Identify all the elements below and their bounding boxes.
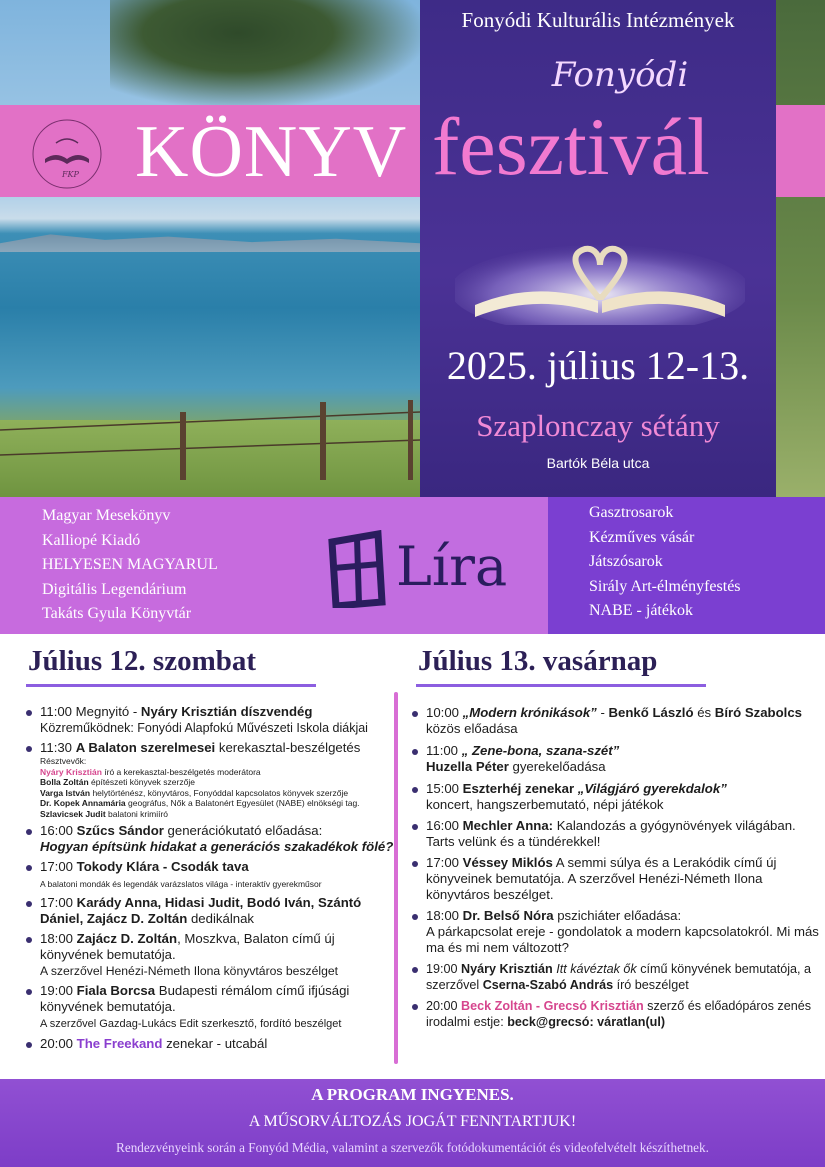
band-right: [776, 105, 825, 197]
partner-item: Kalliopé Kiadó: [42, 531, 141, 549]
street: Bartók Béla utca: [546, 455, 650, 471]
list-item: 11:00 „ Zene-bona, szana-szét” Huzella Péter gyerekelőadása: [410, 743, 820, 775]
list-item: 16:00 Mechler Anna: Kalandozás a gyógynövények világában. Tarts velünk és a tündérekkel!: [410, 818, 820, 850]
festival-date: 2025. július 12-13.: [446, 343, 750, 388]
activity-item: Játszósarok: [589, 553, 663, 570]
activity-item: Kézműves vásár: [589, 528, 695, 546]
hills: [0, 230, 420, 252]
list-item: 17:00 Tokody Klára - Csodák tava A balatoni mondák és legendák varázslatos világa - interaktív gyerekműsor: [24, 859, 394, 891]
fence: [0, 400, 420, 480]
footer: [0, 1079, 825, 1167]
partner-list-left: [42, 504, 218, 627]
activity-item: Sirály Art-élményfestés: [589, 577, 741, 595]
title-konyv: KÖNYV: [135, 111, 408, 193]
partner-item: Digitális Legendárium: [42, 580, 187, 598]
day1-events: [24, 704, 394, 1052]
activity-item: Gasztrosarok: [589, 504, 674, 521]
open-book-heart-icon: [455, 235, 745, 325]
list-item: 18:00 Zajácz D. Zoltán, Moszkva, Balaton című új könyvének bemutatója. A szerzővel Henézi-Németh Ilona könyvtáros beszélget: [24, 931, 394, 979]
partner-item: HELYESEN MAGYARUL: [42, 556, 218, 573]
list-item: 17:00 Véssey Miklós A semmi súlya és a Lerakódik című új könyveinek bemutatója. A szerzővel Henézi-Németh Ilona könyvtáros beszélget.: [410, 855, 820, 903]
list-item: 15:00 Eszterhéj zenekar „Világjáró gyerekdalok” koncert, hangszerbemutató, népi játékok: [410, 781, 820, 813]
title-fesztival: fesztivál: [432, 101, 710, 192]
list-item: 18:00 Dr. Belső Nóra pszichiáter előadása: A párkapcsolat ereje - gondolatok a modern kapcsolatokról. Mi más ma és mi nem változott?: [410, 908, 820, 956]
participants: Résztvevők: Nyáry Krisztián író a kerekasztal-beszélgetés moderátora Bolla Zoltán építészeti könyvek szerzője Varga István helytörténész, könyvtáros, Fonyóddal kapcsolatos könyvek szerzője Dr. Kopek Annamária geográfus, Nők a Balatonért Egyesület (NABE) elnökségi tag. Szlavicsek Judit balatoni krimiíró: [40, 756, 360, 819]
lira-logo-icon: [328, 530, 386, 608]
list-item: 17:00 Karády Anna, Hidasi Judit, Bodó Iván, Szántó Dániel, Zajácz D. Zoltán dedikálnak: [24, 895, 394, 927]
pine-branches: [110, 0, 430, 110]
day2-events: [410, 705, 820, 1030]
activity-list-right: [589, 501, 741, 624]
footer-media-notice: Rendezvényeink során a Fonyód Média, valamint a szervezők fotódokumentációt és videofelvételt készíthetnek.: [116, 1140, 709, 1155]
script-title: Fonyódi: [551, 55, 689, 95]
venue: Szaplonczay sétány: [476, 408, 720, 443]
day2-title: Július 13. vasárnap: [418, 645, 658, 677]
list-item: 20:00 Beck Zoltán - Grecsó Krisztián szerző és előadópáros zenés irodalmi estje: beck@grecsó: váratlan(ul): [410, 998, 820, 1030]
organizer-name: Fonyódi Kulturális Intézmények: [461, 8, 735, 32]
partner-item: Takáts Gyula Könyvtár: [42, 605, 192, 622]
lira-brand: Líra: [396, 535, 508, 598]
day1-underline: [26, 684, 316, 687]
day1-title: Július 12. szombat: [28, 645, 257, 677]
partner-item: Magyar Mesekönyv: [42, 507, 171, 524]
day2-underline: [416, 684, 706, 687]
footer-free: A PROGRAM INGYENES.: [311, 1085, 514, 1104]
list-item: 16:00 Szűcs Sándor generációkutató előadása: Hogyan építsünk hidakat a generációs szakadékok fölé?: [24, 823, 394, 855]
list-item: 10:00 „Modern krónikások” - Benkő László és Bíró Szabolcs közös előadása: [410, 705, 820, 737]
svg-text:FKP: FKP: [62, 170, 79, 179]
activity-item: NABE - játékok: [589, 602, 693, 619]
footer-change-notice: A MŰSORVÁLTOZÁS JOGÁT FENNTARTJUK!: [248, 1113, 577, 1130]
column-divider: [394, 692, 398, 1064]
panorama-logo: [20, 115, 115, 193]
list-item: 11:00 Megnyitó - Nyáry Krisztián díszvendég Közreműködnek: Fonyódi Alapfokú Művészeti Iskola diákjai: [24, 704, 394, 736]
list-item: 19:00 Fiala Borcsa Budapesti rémálom című ifjúsági könyvének bemutatója. A szerzővel Gazdag-Lukács Edit szerkesztő, fordító beszélget: [24, 983, 394, 1032]
list-item: 11:30 A Balaton szerelmesei kerekasztal-beszélgetés Résztvevők: Nyáry Krisztián író a kerekasztal-beszélgetés moderátora Bolla Zoltán építészeti könyvek szerzője Varga István helytörténész, könyvtáros, Fonyóddal kapcsolatos könyvek szerzője Dr. Kopek Annamária geográfus, Nők a Balatonért Egyesület (NABE) elnökségi tag. Szlavicsek Judit balatoni krimiíró: [24, 740, 394, 819]
list-item: 20:00 The Freekand zenekar - utcabál: [24, 1036, 394, 1052]
list-item: 19:00 Nyáry Krisztián Itt kávéztak ők című könyvének bemutatója, a szerzővel Cserna-Szabó András író beszélget: [410, 961, 820, 993]
